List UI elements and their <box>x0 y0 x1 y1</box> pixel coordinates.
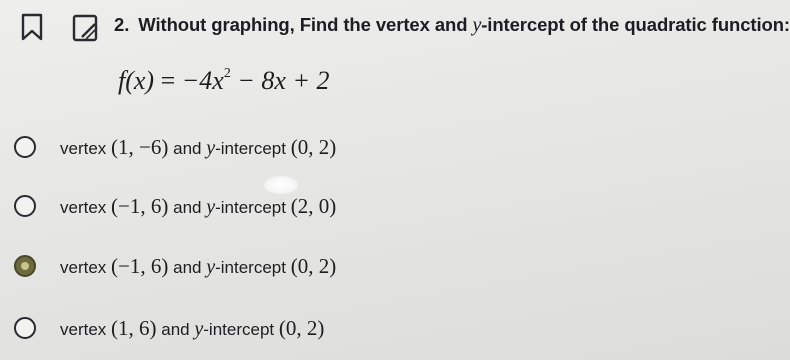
question-y-variable: y <box>472 14 482 36</box>
intercept-word: -intercept <box>215 197 286 217</box>
vertex-word: vertex <box>60 257 107 277</box>
intercept-word: -intercept <box>215 138 286 158</box>
option-label <box>60 194 336 219</box>
equation-term2: − 8x + 2 <box>230 66 330 95</box>
option-label <box>60 135 336 160</box>
equation-arg: (x) <box>125 66 155 95</box>
intercept-word: -intercept <box>215 257 286 277</box>
bookmark-icon[interactable] <box>17 12 47 42</box>
question-number: 2. <box>114 14 130 35</box>
y-variable: y <box>206 136 216 159</box>
vertex-word: vertex <box>60 319 107 339</box>
option-label <box>60 254 336 279</box>
equation-term1: −4x <box>181 66 224 95</box>
answer-option-1[interactable] <box>14 131 336 163</box>
question-text-after: -intercept of the quadratic function: <box>481 14 790 35</box>
vertex-value: (−1, 6) <box>111 253 169 278</box>
vertex-value: (−1, 6) <box>111 193 169 218</box>
option-label <box>60 316 324 341</box>
radio-button[interactable] <box>14 195 36 217</box>
intercept-value: (0, 2) <box>290 134 337 159</box>
intercept-value: (0, 2) <box>290 253 337 278</box>
and-word: and <box>173 197 202 217</box>
answer-option-3[interactable] <box>14 250 336 282</box>
flag-icon[interactable] <box>70 12 102 44</box>
answer-option-4[interactable] <box>14 312 324 344</box>
intercept-value: (0, 2) <box>278 315 325 340</box>
intercept-word: -intercept <box>203 319 275 339</box>
question-text <box>114 14 790 37</box>
vertex-word: vertex <box>60 138 107 158</box>
equation-equals: = <box>154 66 182 95</box>
radio-button[interactable] <box>14 136 36 158</box>
answer-option-2[interactable] <box>14 190 336 222</box>
radio-button-selected[interactable] <box>14 255 36 277</box>
intercept-value: (2, 0) <box>290 193 337 218</box>
equation-exponent: 2 <box>223 66 231 82</box>
vertex-word: vertex <box>60 197 107 217</box>
screen-glare <box>264 176 298 194</box>
vertex-value: (1, 6) <box>111 315 157 340</box>
y-variable: y <box>206 255 216 278</box>
question-text-before: Without graphing, Find the vertex and <box>138 14 473 35</box>
y-variable: y <box>206 195 216 218</box>
and-word: and <box>173 257 202 277</box>
function-equation <box>118 66 330 96</box>
vertex-value: (1, −6) <box>111 134 169 159</box>
and-word: and <box>173 138 202 158</box>
radio-button[interactable] <box>14 317 36 339</box>
equation-f: f <box>118 66 126 95</box>
and-word: and <box>161 319 190 339</box>
y-variable: y <box>194 317 204 340</box>
